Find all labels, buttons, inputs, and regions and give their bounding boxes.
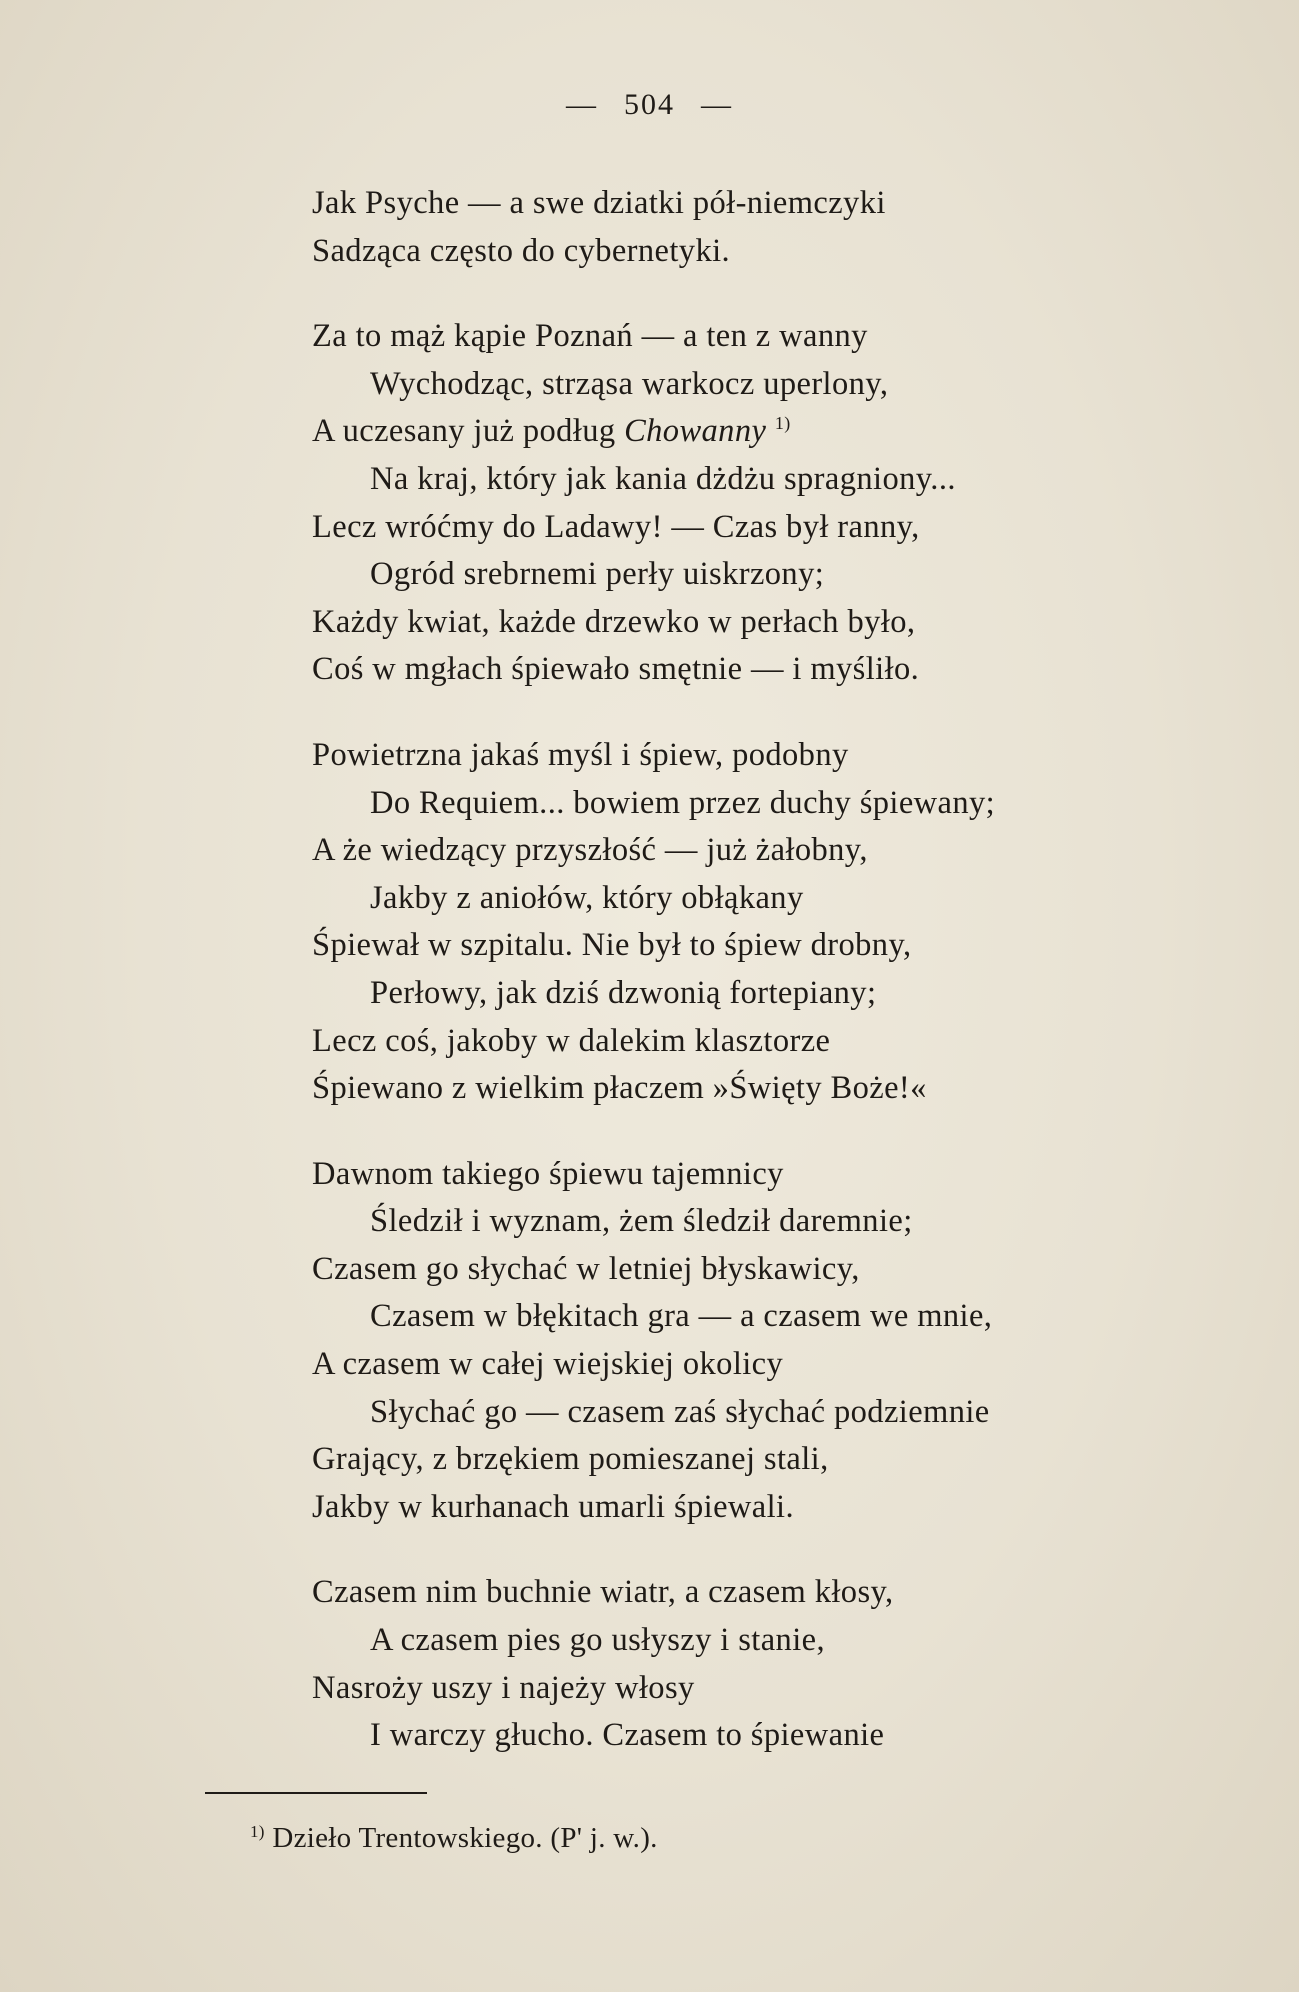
poem-body [312, 180, 1212, 1798]
poem-line [312, 1065, 1212, 1113]
poem-line-text: A czasem w całej wiejskiej okolicy [312, 1346, 784, 1383]
poem-line-text: Na kraj, który jak kania dżdżu spragniony... [370, 460, 956, 497]
header-dash-right: — [701, 88, 733, 121]
poem-line-text: Śpiewał w szpitalu. Nie był to śpiew drobny, [312, 927, 912, 964]
poem-line-text: A że wiedzący przyszłość — już żałobny, [312, 832, 868, 869]
stanza [312, 1151, 1212, 1532]
poem-line-text: Jakby z aniołów, który obłąkany [370, 879, 804, 916]
header-dash-left: — [566, 88, 598, 121]
poem-line-text: Wychodząc, strząsa warkocz uperlony, [370, 365, 889, 402]
poem-line [312, 1246, 1212, 1294]
poem-line [312, 1389, 1212, 1437]
poem-line [312, 1484, 1212, 1532]
poem-line [312, 875, 1212, 923]
poem-line-text: Nasroży uszy i najeży włosy [312, 1669, 695, 1706]
poem-line [312, 1569, 1212, 1617]
footnote-marker: 1) [250, 1822, 265, 1841]
poem-line [312, 599, 1212, 647]
page-number: 504 [624, 88, 675, 121]
stanza [312, 732, 1212, 1113]
poem-line [312, 732, 1212, 780]
poem-line-text: Każdy kwiat, każde drzewko w perłach było, [312, 603, 916, 640]
poem-line [312, 646, 1212, 694]
poem-line [312, 1665, 1212, 1713]
poem-line-text: Sadząca często do cybernetyki. [312, 232, 731, 269]
poem-line-text: Coś w mgłach śpiewało smętnie — i myśliło. [312, 651, 920, 688]
poem-line [312, 970, 1212, 1018]
poem-line [312, 1436, 1212, 1484]
poem-line-text: Jakby w kurhanach umarli śpiewali. [312, 1488, 795, 1525]
poem-line-text: Za to mąż kąpie Poznań — a ten z wanny [312, 318, 868, 355]
poem-line [312, 1151, 1212, 1199]
poem-line [312, 827, 1212, 875]
poem-line [312, 408, 1212, 456]
poem-line [312, 922, 1212, 970]
poem-line [312, 1198, 1212, 1246]
poem-line-text: Do Requiem... bowiem przez duchy śpiewany; [370, 784, 996, 821]
poem-line [312, 780, 1212, 828]
footnote-divider [205, 1792, 427, 1794]
poem-line [312, 1341, 1212, 1389]
poem-line-text: Lecz wróćmy do Ladawy! — Czas był ranny, [312, 508, 920, 545]
poem-line-text: Dawnom takiego śpiewu tajemnicy [312, 1155, 784, 1192]
footnote-reference[interactable]: 1) [774, 413, 791, 434]
poem-line [312, 228, 1212, 276]
poem-line [312, 1018, 1212, 1066]
poem-line-text: A czasem pies go usłyszy i stanie, [370, 1622, 825, 1659]
poem-line [312, 1617, 1212, 1665]
poem-line [312, 1293, 1212, 1341]
poem-line-text: A uczesany już podług [312, 413, 616, 450]
footnote [250, 1822, 658, 1855]
poem-line-text: Jak Psyche — a swe dziatki pół-niemczyki [312, 185, 886, 221]
stanza [312, 1569, 1212, 1759]
poem-line [312, 361, 1212, 409]
poem-line-text: Śledził i wyznam, żem śledził daremnie; [370, 1203, 913, 1240]
poem-line-text: Ogród srebrnemi perły uiskrzony; [370, 556, 825, 593]
stanza [312, 313, 1212, 694]
poem-line [312, 551, 1212, 599]
poem-line-text: Czasem nim buchnie wiatr, a czasem kłosy, [312, 1574, 894, 1611]
poem-line [312, 180, 1212, 228]
poem-line-text: Słychać go — czasem zaś słychać podziemnie [370, 1393, 990, 1430]
poem-line [312, 313, 1212, 361]
poem-line-text: Czasem go słychać w letniej błyskawicy, [312, 1250, 860, 1287]
poem-line-text: I warczy głucho. Czasem to śpiewanie [370, 1717, 885, 1754]
poem-line-text: Czasem w błękitach gra — a czasem we mnie, [370, 1298, 993, 1335]
poem-line-text: Grający, z brzękiem pomieszanej stali, [312, 1441, 829, 1478]
poem-line [312, 504, 1212, 552]
poem-line [312, 456, 1212, 504]
italic-name: Chowanny [624, 413, 767, 450]
stanza [312, 180, 1212, 275]
page-header [0, 88, 1299, 122]
poem-line-text: Lecz coś, jakoby w dalekim klasztorze [312, 1022, 831, 1059]
poem-line-text: Śpiewano z wielkim płaczem »Święty Boże!« [312, 1070, 927, 1107]
poem-line [312, 1712, 1212, 1760]
footnote-text: Dzieło Trentowskiego. (P' j. w.). [272, 1822, 658, 1854]
poem-line-text: Perłowy, jak dziś dzwonią fortepiany; [370, 974, 877, 1011]
poem-line-text: Powietrzna jakaś myśl i śpiew, podobny [312, 736, 849, 773]
